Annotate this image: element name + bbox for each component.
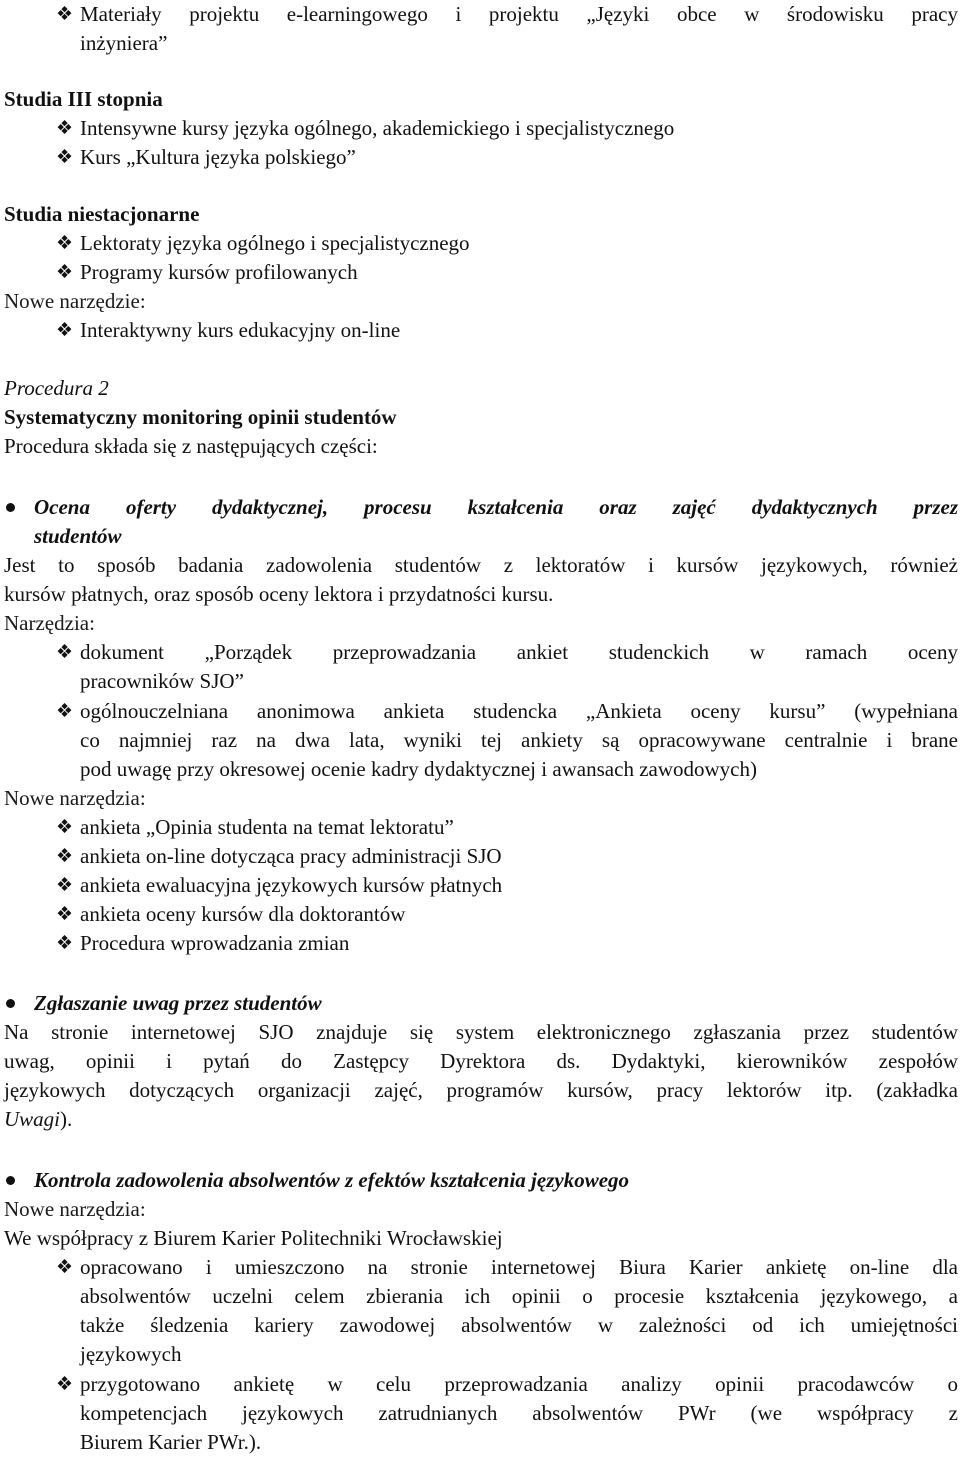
list-item: pod uwagę przy okresowej ocenie kadry dydaktycznej i awansach zawodowych)	[80, 757, 757, 781]
list-item: ankieta ewaluacyjna językowych kursów płatnych	[80, 873, 503, 897]
list-item: pracowników SJO”	[80, 669, 244, 693]
list-item: ankieta oceny kursów dla doktorantów	[80, 902, 406, 926]
tools-label: Nowe narzędzia:	[4, 786, 146, 810]
diamond-bullet-icon: ❖	[56, 701, 74, 722]
list-item: ankieta „Opinia studenta na temat lektoratu”	[80, 815, 454, 839]
list-item: Intensywne kursy języka ogólnego, akademickiego i specjalistycznego	[80, 116, 675, 140]
paragraph-line	[4, 1105, 72, 1134]
diamond-bullet-icon: ❖	[56, 118, 74, 139]
tools-label: Nowe narzędzia:	[4, 1197, 146, 1221]
list-item: ogólnouczelniana anonimowa ankieta studencka „Ankieta oceny kursu” (wypełniana	[80, 699, 958, 723]
list-item: co najmniej raz na dwa lata, wyniki tej ankiety są opracowywane centralnie i brane	[80, 728, 958, 752]
subsection-title: Kontrola zadowolenia absolwentów z efektów kształcenia językowego	[34, 1168, 630, 1192]
list-item: Kurs „Kultura języka polskiego”	[80, 145, 356, 169]
paragraph-line: We współpracy z Biurem Karier Politechniki Wrocławskiej	[4, 1226, 503, 1250]
diamond-bullet-icon: ❖	[56, 846, 74, 867]
diamond-bullet-icon: ❖	[56, 320, 74, 341]
procedure-title: Systematyczny monitoring opinii studentów	[4, 405, 397, 429]
diamond-bullet-icon: ❖	[56, 4, 74, 25]
list-item: Biurem Karier PWr.).	[80, 1430, 262, 1454]
list-item: absolwentów uczelni celem zbierania ich opinii o procesie kształcenia językowego, a	[80, 1284, 958, 1308]
procedure-description: Procedura składa się z następujących części:	[4, 434, 378, 458]
paragraph-end: ).	[60, 1107, 73, 1131]
diamond-bullet-icon: ❖	[56, 1374, 74, 1395]
tools-label: Narzędzia:	[4, 611, 95, 635]
section-heading: Studia niestacjonarne	[4, 202, 200, 226]
paragraph-line: Jest to sposób badania zadowolenia studentów z lektoratów i kursów językowych, również	[4, 553, 958, 577]
diamond-bullet-icon: ❖	[56, 262, 74, 283]
diamond-bullet-icon: ❖	[56, 233, 74, 254]
list-item: Programy kursów profilowanych	[80, 260, 358, 284]
list-item: opracowano i umieszczono na stronie internetowej Biura Karier ankietę on-line dla	[80, 1255, 958, 1279]
procedure-number: Procedura 2	[4, 376, 109, 400]
diamond-bullet-icon: ❖	[56, 817, 74, 838]
diamond-bullet-icon: ❖	[56, 1257, 74, 1278]
section-heading: Studia III stopnia	[4, 87, 163, 111]
list-item: kompetencjach językowych zatrudnianych absolwentów PWr (we współpracy z	[80, 1401, 958, 1425]
diamond-bullet-icon: ❖	[56, 904, 74, 925]
paragraph-line: inżyniera”	[80, 31, 168, 55]
diamond-bullet-icon: ❖	[56, 933, 74, 954]
list-item: dokument „Porządek przeprowadzania ankiet studenckich w ramach oceny	[80, 640, 958, 664]
list-item: Procedura wprowadzania zmian	[80, 931, 350, 955]
paragraph-line: Materiały projektu e-learningowego i projektu „Języki obce w środowisku pracy	[80, 2, 958, 26]
round-bullet-icon	[6, 503, 15, 512]
round-bullet-icon	[6, 999, 15, 1008]
list-item: Lektoraty języka ogólnego i specjalistycznego	[80, 231, 470, 255]
list-item: także śledzenia kariery zawodowej absolwentów w zależności od ich umiejętności	[80, 1313, 958, 1337]
subsection-title: Zgłaszanie uwag przez studentów	[34, 991, 322, 1015]
diamond-bullet-icon: ❖	[56, 875, 74, 896]
list-item: ankieta on-line dotycząca pracy administracji SJO	[80, 844, 502, 868]
paragraph-line: językowych dotyczących organizacji zajęć, programów kursów, pracy lektorów itp. (zakładka	[4, 1078, 958, 1102]
subsection-title: studentów	[34, 524, 122, 548]
list-item: językowych	[80, 1342, 182, 1366]
uwagi-tab-name: Uwagi	[4, 1107, 61, 1131]
list-item: przygotowano ankietę w celu przeprowadzania analizy opinii pracodawców o	[80, 1372, 958, 1396]
diamond-bullet-icon: ❖	[56, 642, 74, 663]
paragraph-line: uwag, opinii i pytań do Zastępcy Dyrektora ds. Dydaktyki, kierowników zespołów	[4, 1049, 958, 1073]
tools-label: Nowe narzędzie:	[4, 289, 146, 313]
round-bullet-icon	[6, 1176, 15, 1185]
paragraph-line: kursów płatnych, oraz sposób oceny lektora i przydatności kursu.	[4, 582, 554, 606]
list-item: Interaktywny kurs edukacyjny on-line	[80, 318, 401, 342]
diamond-bullet-icon: ❖	[56, 147, 74, 168]
subsection-title: Ocena oferty dydaktycznej, procesu kształcenia oraz zajęć dydaktycznych przez	[34, 495, 958, 519]
paragraph-line: Na stronie internetowej SJO znajduje się system elektronicznego zgłaszania przez studentów	[4, 1020, 958, 1044]
